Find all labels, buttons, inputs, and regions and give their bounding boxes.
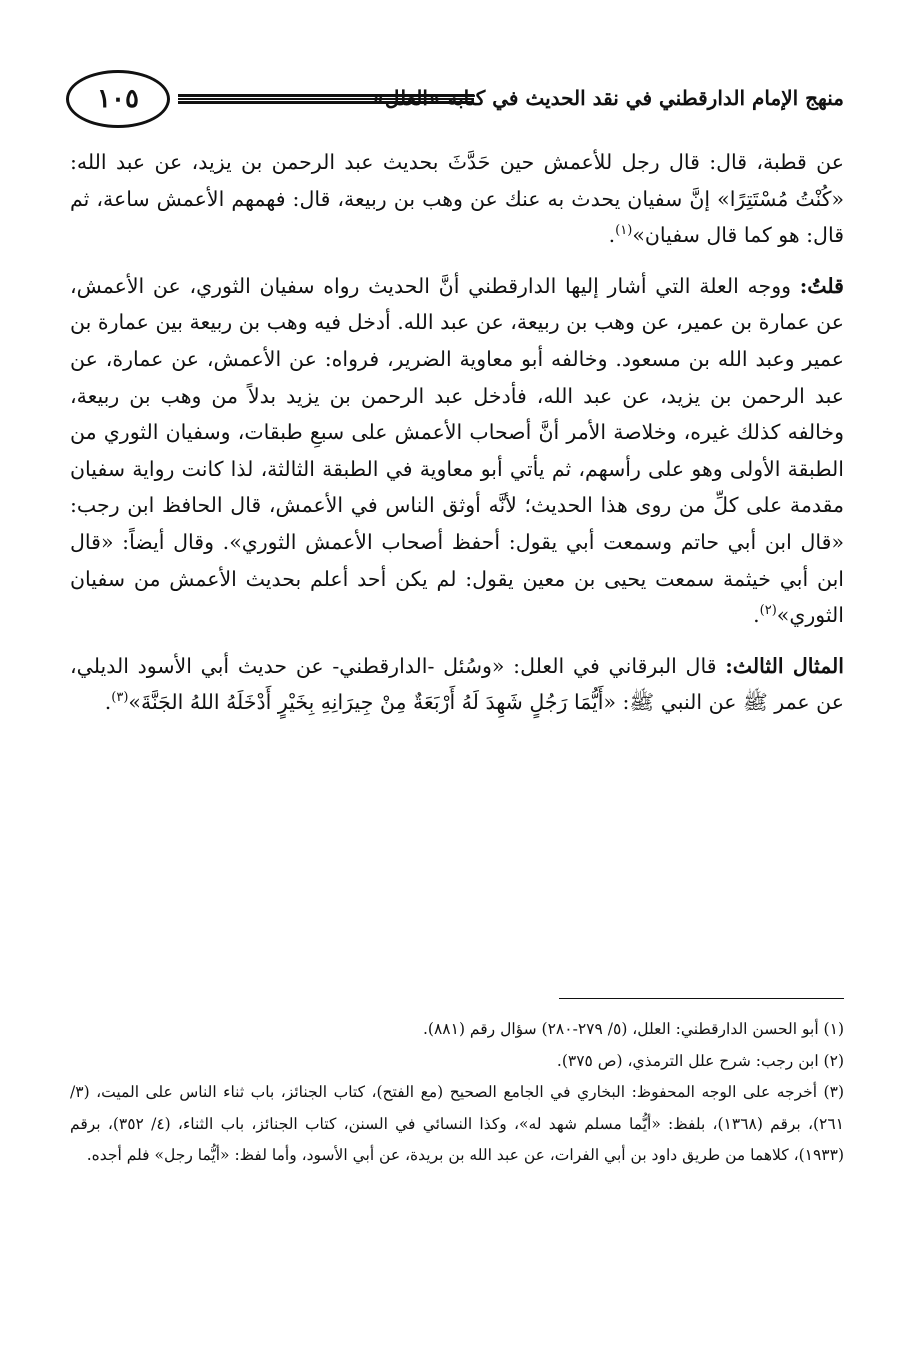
footnotes: [70, 1014, 844, 1172]
footnote-ref-2: (٢): [759, 603, 777, 619]
paragraph-1: [70, 144, 844, 254]
footnote-2: (٢) ابن رجب: شرح علل الترمذي، (ص ٣٧٥).: [556, 1051, 844, 1070]
footnote-ref-1: (١): [615, 223, 633, 239]
paragraph-2-lead: قلتُ:: [799, 273, 844, 298]
footnote-divider: [559, 998, 844, 999]
footnote-3: (٣) أخرجه على الوجه المحفوظ: البخاري في الجامع الصحيح (مع الفتح)، كتاب الجنائز، باب ثناء الناس على الميت، (٣/ ٢٦١)، برقم (١٣٦٨)، بلفظ: «أيُّما مسلم شهد له»، وكذا النسائي في السنن، كتاب الجنائز، باب الثناء، (٤/ ٣٥٢)، برقم (١٩٣٣)، كلاهما من طريق داود بن أبي الفرات، عن عبد الله بن بريدة، عن أبي الأسود، وأما لفظ: «أيُّما رجل» فلم أجده.: [70, 1083, 844, 1164]
paragraph-1-text: عن قطبة، قال: قال رجل للأعمش حين حَدَّثَ بحديث عبد الرحمن بن يزيد، عن عبد الله: «كُنْتُ مُسْتَتِرًا» إنَّ سفيان يحدث به عنك عن وهب بن ربيعة، قال: فهمهم الأعمش ساعة، ثم قال: هو كما قال سفيان»: [70, 150, 844, 248]
paragraph-2-end: .: [753, 603, 760, 628]
paragraph-3-lead: المثال الثالث:: [725, 653, 844, 678]
paragraph-2: [70, 268, 844, 634]
paragraph-3-end: .: [104, 690, 112, 715]
page-number: ١٠٥: [97, 84, 139, 114]
paragraph-2-text: ووجه العلة التي أشار إليها الدارقطني أنَّ الحديث رواه سفيان الثوري، عن الأعمش، عن عمارة بن عمير، عن وهب بن ربيعة، عن عبد الله. أدخل فيه وهب بن ربيعة بين عمارة بن عمير وعبد الله بن مسعود. وخالفه أبو معاوية الضرير، فرواه: عن الأعمش، عن عمارة، عن عبد الرحمن بن يزيد، عن عبد الله، فأدخل عبد الرحمن بن يزيد بدلاً من وهب بن ربيعة، وخالفه كذلك غيره، وخلاصة الأمر أنَّ أصحاب الأعمش على سبعِ طبقات، وسفيان الثوري من الطبقة الأولى وهو على رأسهم، ثم يأتي أبو معاوية في الطبقة الثالثة، لذا كانت رواية سفيان مقدمة على كلِّ من روى هذا الحديث؛ لأنَّه أوثق الناس في الأعمش، قال الحافظ ابن رجب: «قال ابن أبي حاتم وسمعت أبي يقول: أحفظ أصحاب الأعمش الثوري». وقال أيضاً: «قال ابن أبي خيثمة سمعت يحيى بن معين يقول: لم يكن أحد أعلم بحديث الأعمش من سفيان الثوري»: [70, 273, 844, 628]
paragraph-3-text: قال البرقاني في العلل: «وسُئل -الدارقطني- عن حديث أبي الأسود الديلي، عن عمر ﷺ عن النبي ﷺ: «أَيُّمَا رَجُلٍ شَهِدَ لَهُ أَرْبَعَةٌ مِنْ جِيرَانِهِ بِخَيْرٍ أَدْخَلَهُ اللهُ الجَنَّةَ»: [70, 653, 844, 715]
page-number-badge: [66, 70, 170, 128]
footnote-ref-3: (٣): [111, 690, 129, 706]
paragraph-3: [70, 648, 844, 721]
running-title: منهج الإمام الدارقطني في نقد الحديث في كتابه «العلل»: [372, 86, 844, 110]
paragraph-1-end: .: [608, 223, 616, 248]
main-text: [70, 144, 844, 721]
page-header: [66, 70, 844, 136]
footnote-1: (١) أبو الحسن الدارقطني: العلل، (٥/ ٢٧٩-٢٨٠) سؤال رقم (٨٨١).: [422, 1020, 844, 1038]
